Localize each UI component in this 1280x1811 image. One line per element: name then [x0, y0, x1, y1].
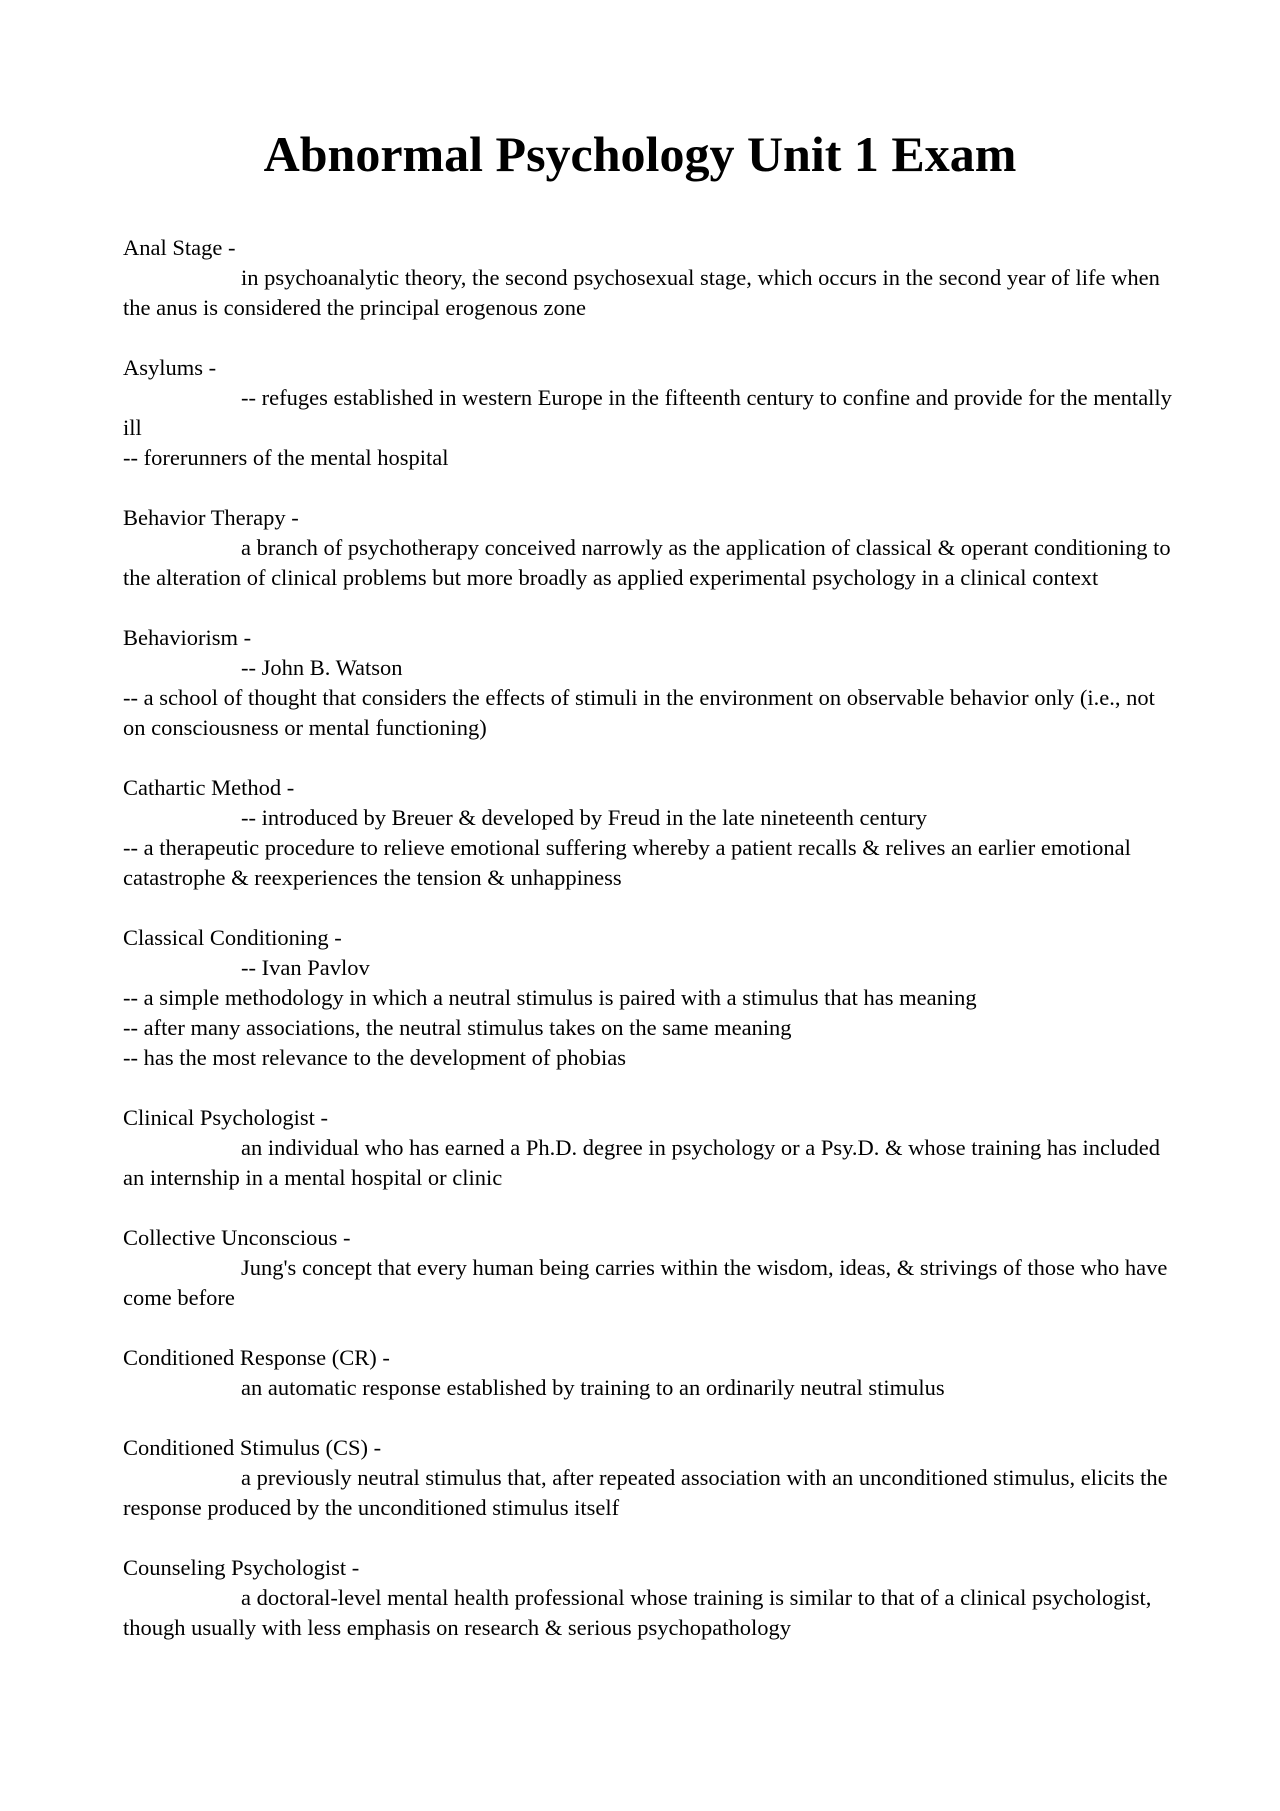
glossary-term: Conditioned Stimulus (CS) -: [123, 1435, 382, 1460]
glossary-entry: [123, 773, 1173, 893]
glossary-entry: [123, 1343, 1173, 1403]
glossary-definition-line: a doctoral-level mental health professional whose training is similar to that of a clinical psychologist, though usually with less emphasis on research & serious psychopathology: [123, 1585, 1152, 1640]
glossary-entry: [123, 503, 1173, 593]
glossary-definition-line: an individual who has earned a Ph.D. degree in psychology or a Psy.D. & whose training has included an internship in a mental hospital or clinic: [123, 1135, 1160, 1190]
glossary-definition-line: a branch of psychotherapy conceived narrowly as the application of classical & operant conditioning to the alteration of clinical problems but more broadly as applied experimental psychology in a clinical context: [123, 535, 1171, 590]
glossary-term: Behaviorism -: [123, 625, 252, 650]
page-title: Abnormal Psychology Unit 1 Exam: [263, 126, 1017, 182]
glossary-definition-line: -- introduced by Breuer & developed by Freud in the late nineteenth century: [241, 805, 928, 830]
glossary-entry: [123, 623, 1173, 743]
glossary-definition-line: -- a simple methodology in which a neutral stimulus is paired with a stimulus that has meaning: [123, 985, 977, 1010]
glossary-term: Counseling Psychologist -: [123, 1555, 360, 1580]
glossary-term: Cathartic Method -: [123, 775, 295, 800]
glossary-definition-line: -- after many associations, the neutral stimulus takes on the same meaning: [123, 1015, 792, 1040]
glossary-definition-line: -- forerunners of the mental hospital: [123, 445, 449, 470]
glossary-term: Behavior Therapy -: [123, 505, 299, 530]
glossary-list: [123, 233, 1173, 1673]
glossary-term: Conditioned Response (CR) -: [123, 1345, 390, 1370]
glossary-definition-line: -- has the most relevance to the development of phobias: [123, 1045, 626, 1070]
glossary-entry: [123, 1103, 1173, 1193]
glossary-entry: [123, 353, 1173, 473]
glossary-entry: [123, 1553, 1173, 1643]
glossary-entry: [123, 923, 1173, 1073]
glossary-entry: [123, 1223, 1173, 1313]
glossary-definition-line: -- John B. Watson: [241, 655, 403, 680]
glossary-definition-line: -- refuges established in western Europe in the fifteenth century to confine and provide for the mentally ill: [123, 385, 1172, 440]
glossary-entry: [123, 1433, 1173, 1523]
glossary-definition-line: -- Ivan Pavlov: [241, 955, 370, 980]
glossary-term: Collective Unconscious -: [123, 1225, 351, 1250]
glossary-term: Anal Stage -: [123, 235, 236, 260]
glossary-term: Asylums -: [123, 355, 217, 380]
glossary-definition-line: Jung's concept that every human being carries within the wisdom, ideas, & strivings of those who have come before: [123, 1255, 1168, 1310]
glossary-entry: [123, 233, 1173, 323]
glossary-definition-line: in psychoanalytic theory, the second psychosexual stage, which occurs in the second year of life when the anus is considered the principal erogenous zone: [123, 265, 1160, 320]
glossary-definition-line: an automatic response established by training to an ordinarily neutral stimulus: [241, 1375, 945, 1400]
glossary-definition-line: a previously neutral stimulus that, after repeated association with an unconditioned stimulus, elicits the response produced by the unconditioned stimulus itself: [123, 1465, 1168, 1520]
glossary-term: Clinical Psychologist -: [123, 1105, 328, 1130]
glossary-definition-line: -- a therapeutic procedure to relieve emotional suffering whereby a patient recalls & relives an earlier emotional catastrophe & reexperiences the tension & unhappiness: [123, 835, 1131, 890]
glossary-term: Classical Conditioning -: [123, 925, 342, 950]
glossary-definition-line: -- a school of thought that considers the effects of stimuli in the environment on observable behavior only (i.e., not on consciousness or mental functioning): [123, 685, 1155, 740]
